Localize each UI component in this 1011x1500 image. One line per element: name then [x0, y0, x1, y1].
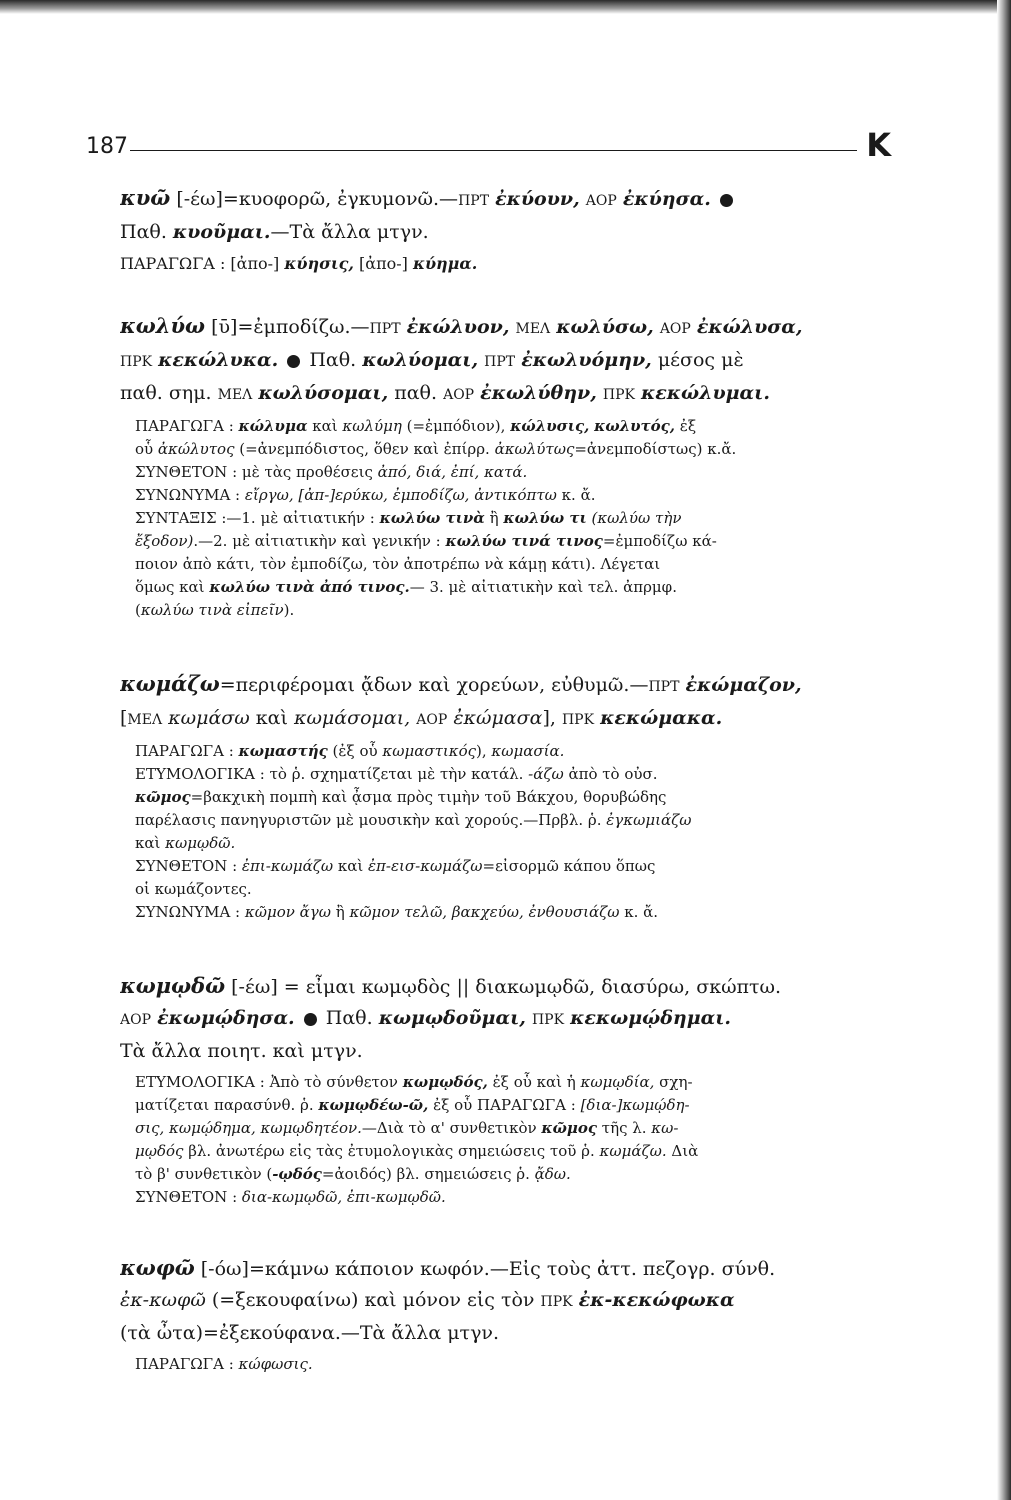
subentry-line: οἱ κωμάζοντες.	[135, 880, 252, 898]
entry-komodo	[120, 970, 892, 1209]
entry-line: Τὰ ἄλλα ποιητ. καὶ μτγν.	[120, 1040, 363, 1062]
subentry-line: παρέλασις πανηγυριστῶν μὲ μουσικὴν καὶ χορούς.—Πρβλ. ῥ. ἐγκωμιάζω	[135, 811, 692, 829]
entry-line: κωμάζω=περιφέρομαι ᾄδων καὶ χορεύων, εὐθυμῶ.—ΠΡΤ ἐκώμαζον,	[120, 671, 802, 696]
subentry-line: ἔξοδον).—2. μὲ αἰτιατικὴν καὶ γενικήν : κωλύω τινά τινος=ἐμποδίζω κά-	[135, 532, 717, 550]
subentry-line: ΣΥΝΤΑΞΙΣ :—1. μὲ αἰτιατικήν : κωλύω τινὰ ἢ κωλύω τι (κωλύω τὴν	[135, 509, 682, 527]
entry-line: ἐκ-κωφῶ (=ξεκουφαίνω) καὶ μόνον εἰς τὸν ΠΡΚ ἐκ-κεκώφωκα	[120, 1289, 735, 1311]
subentry-line: ΕΤΥΜΟΛΟΓΙΚΑ : Ἀπὸ τὸ σύνθετον κωμῳδός, ἐξ οὗ καὶ ἡ κωμῳδία, σχη-	[135, 1073, 693, 1091]
subentry-line: ΣΥΝΩΝΥΜΑ : κῶμον ἄγω ἢ κῶμον τελῶ, βακχεύω, ἐνθουσιάζω κ. ἄ.	[135, 903, 659, 921]
entry-line: Παθ. κυοῦμαι.—Τὰ ἄλλα μτγν.	[120, 221, 429, 243]
page-number: 187	[86, 134, 128, 159]
bullet-icon	[287, 355, 300, 368]
page-header	[86, 128, 891, 168]
entry-line: παθ. σημ. ΜΕΛ κωλύσομαι, παθ. ΑΟΡ ἐκωλύθην, ΠΡΚ κεκώλυμαι.	[120, 382, 770, 404]
headword: κυῶ	[120, 185, 171, 210]
subentry-line: ΣΥΝΘΕΤΟΝ : ἐπι-κωμάζω καὶ ἐπ-εισ-κωμάζω=εἰσορμῶ κάπου ὅπως	[135, 857, 656, 875]
header-rule	[130, 150, 857, 151]
bullet-icon	[304, 1013, 317, 1026]
entry-line: (τὰ ὦτα)=ἐξεκούφανα.—Τὰ ἄλλα μτγν.	[120, 1322, 500, 1344]
headword: κωμάζω	[120, 671, 220, 696]
subentry-line: ματίζεται παρασύνθ. ῥ. κωμῳδέω-ῶ, ἐξ οὗ ΠΑΡΑΓΩΓΑ : [δια-]κωμῴδη-	[135, 1096, 690, 1114]
subentry-line: ΣΥΝΩΝΥΜΑ : εἴργω, [ἀπ-]ερύκω, ἐμποδίζω, ἀντικόπτω κ. ἄ.	[135, 486, 596, 504]
subentry-line: ΠΑΡΑΓΩΓΑ : κώφωσις.	[135, 1355, 313, 1373]
entry-line: [ΜΕΛ κωμάσω καὶ κωμάσομαι, ΑΟΡ ἐκώμασα], ΠΡΚ κεκώμακα.	[120, 707, 723, 729]
headword: κωλύω	[120, 313, 206, 338]
subentry-line: ΣΥΝΘΕΤΟΝ : δια-κωμῳδῶ, ἐπι-κωμῳδῶ.	[135, 1188, 446, 1206]
bullet-icon	[720, 194, 733, 207]
subentry-line: οὗ ἀκώλυτος (=ἀνεμπόδιστος, ὅθεν καὶ ἐπίρρ. ἀκωλύτως=ἀνεμποδίστως) κ.ἄ.	[135, 440, 737, 458]
entry-line: ΑΟΡ ἐκωμῴδησα. Παθ. κωμῳδοῦμαι, ΠΡΚ κεκωμῴδημαι.	[120, 1007, 732, 1029]
subentry-line: ποιον ἀπὸ κάτι, τὸν ἐμποδίζω, τὸν ἀποτρέπω νὰ κάμῃ κάτι). Λέγεται	[135, 555, 661, 573]
subentry-line: σις, κωμῴδημα, κωμῳδητέον.—Διὰ τὸ α' συνθετικὸν κῶμος τῆς λ. κω-	[135, 1119, 679, 1137]
subentry-line: ΣΥΝΘΕΤΟΝ : μὲ τὰς προθέσεις ἀπό, διά, ἐπί, κατά.	[135, 463, 528, 481]
scan-right-edge	[997, 0, 1011, 1500]
subentry-line: ὅμως καὶ κωλύω τινὰ ἀπό τινος.— 3. μὲ αἰτιατικὴν καὶ τελ. ἀπρμφ.	[135, 578, 677, 596]
entry-kolyo	[120, 310, 892, 622]
subentry-line: καὶ κωμῳδῶ.	[135, 834, 236, 852]
entry-kofo	[120, 1252, 892, 1376]
entry-komazo	[120, 668, 892, 924]
subentry-line: ΕΤΥΜΟΛΟΓΙΚΑ : τὸ ῥ. σχηματίζεται μὲ τὴν κατάλ. -άζω ἀπὸ τὸ οὐσ.	[135, 765, 658, 783]
subentry-line: τὸ β' συνθετικὸν (-ῳδός=ἀοιδός) βλ. σημειώσεις ῥ. ᾄδω.	[135, 1165, 571, 1183]
entry-line: κωμῳδῶ [-έω] = εἶμαι κωμῳδὸς || διακωμῳδῶ, διασύρω, σκώπτω.	[120, 973, 782, 998]
scan-top-edge	[0, 0, 1011, 14]
subentry-line: μῳδός βλ. ἀνωτέρω εἰς τὰς ἐτυμολογικὰς σημειώσεις τοῦ ῥ. κωμάζω. Διὰ	[135, 1142, 699, 1160]
subentry-line: κῶμος=βακχικὴ πομπὴ καὶ ᾆσμα πρὸς τιμὴν τοῦ Βάκχου, θορυβώδης	[135, 788, 667, 806]
entry-line: ΠΡΚ κεκώλυκα. Παθ. κωλύομαι, ΠΡΤ ἐκωλυόμην, μέσος μὲ	[120, 349, 744, 371]
subentry-line: (κωλύω τινὰ εἰπεῖν).	[135, 601, 295, 619]
section-letter: Κ	[866, 126, 891, 164]
headword: κωμῳδῶ	[120, 973, 226, 998]
entry-line: κυῶ [-έω]=κυοφορῶ, ἐγκυμονῶ.—ΠΡΤ ἐκύουν, ΑΟΡ ἐκύησα.	[120, 182, 892, 217]
subentry-line: ΠΑΡΑΓΩΓΑ : κώλυμα καὶ κωλύμη (=ἐμπόδιον), κώλυσις, κωλυτός, ἐξ	[135, 417, 697, 435]
subentry-line: ΠΑΡΑΓΩΓΑ : κωμαστής (ἐξ οὗ κωμαστικός), κωμασία.	[135, 742, 565, 760]
entry-line: κωλύω [ῡ]=ἐμποδίζω.—ΠΡΤ ἐκώλυον, ΜΕΛ κωλύσω, ΑΟΡ ἐκώλυσα,	[120, 313, 803, 338]
headword: κωφῶ	[120, 1255, 195, 1280]
entry-line: ΠΑΡΑΓΩΓΑ : [ἀπο-] κύησις, [ἀπο-] κύημα.	[120, 254, 478, 273]
entry-kyo	[120, 182, 892, 279]
entry-line: κωφῶ [-όω]=κάμνω κάποιον κωφόν.—Εἰς τοὺς ἀττ. πεζογρ. σύνθ.	[120, 1255, 776, 1280]
